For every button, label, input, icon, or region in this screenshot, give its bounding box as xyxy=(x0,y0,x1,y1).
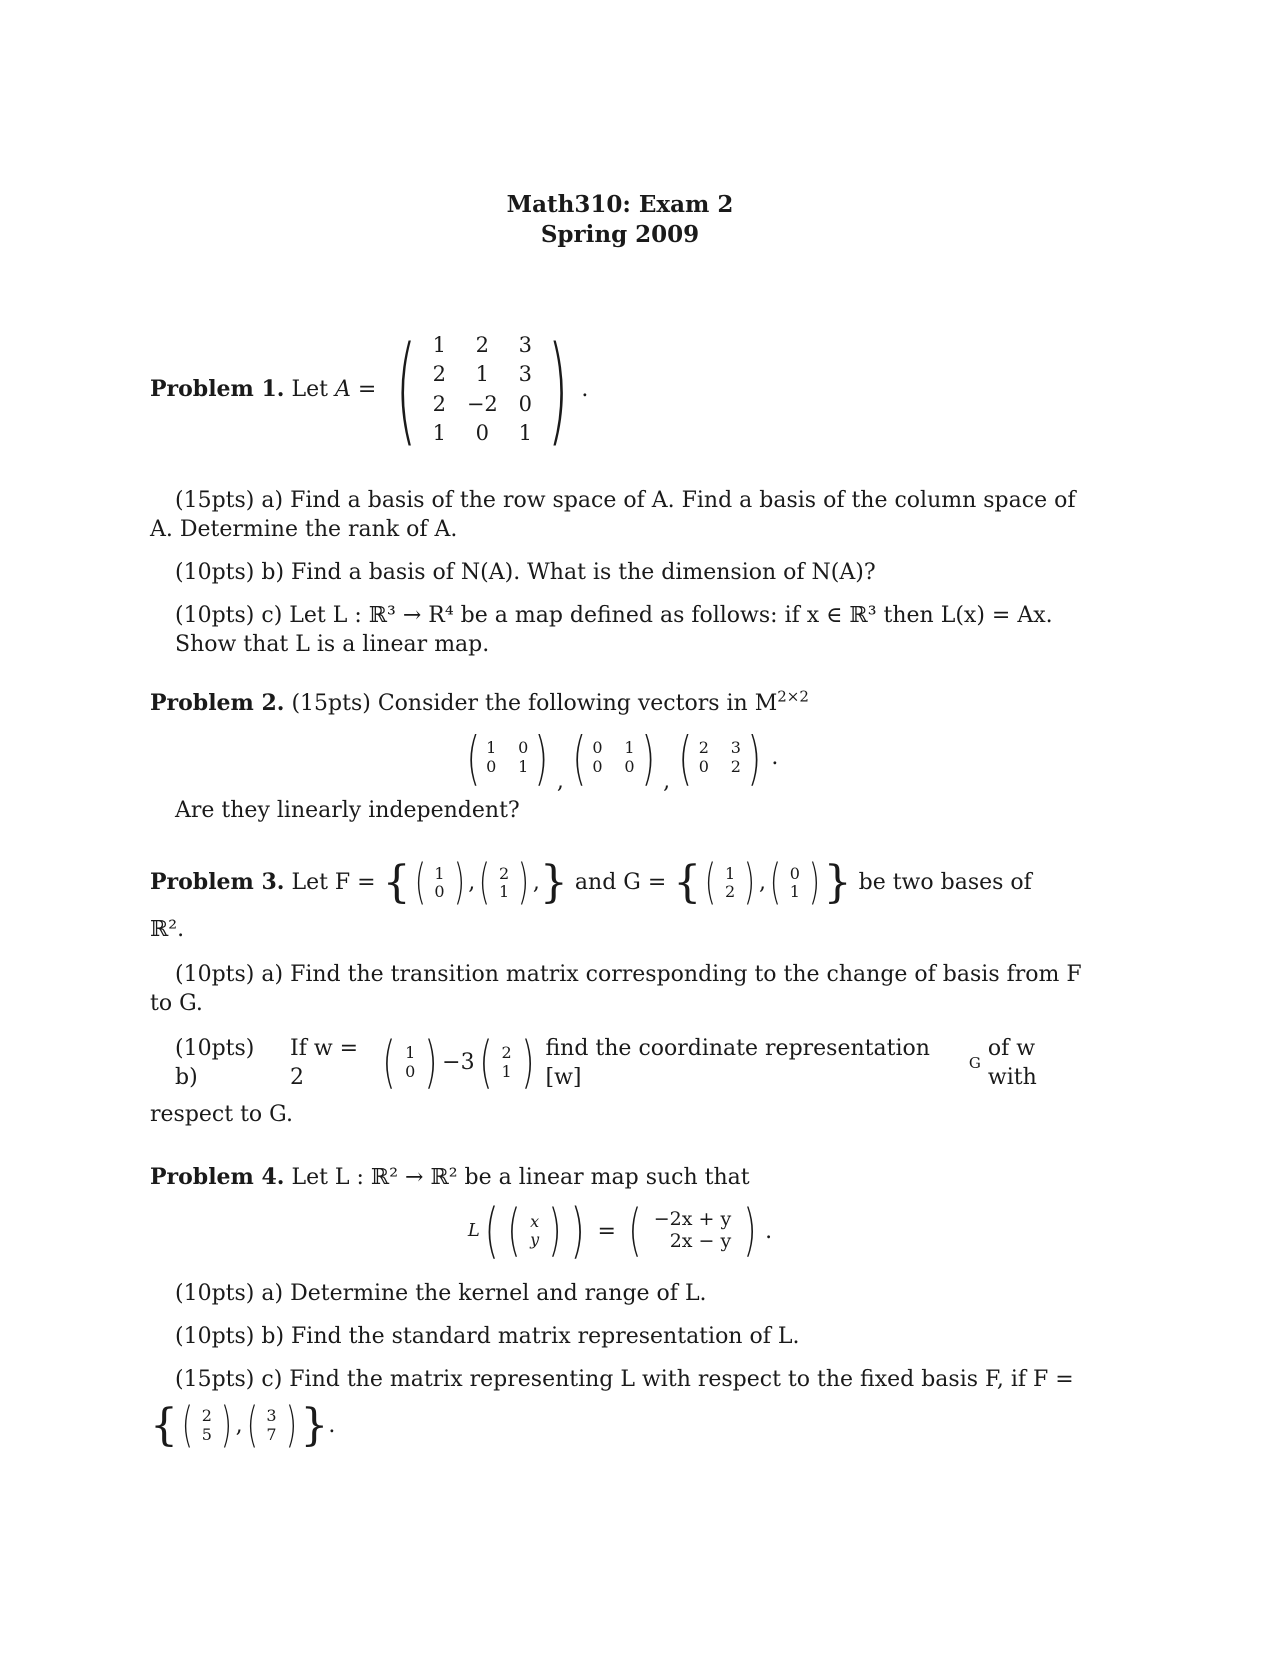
exam-title xyxy=(150,190,1090,250)
p1c-pts: (10pts) c) xyxy=(175,602,283,628)
p3a-text: Find the transition matrix corresponding to the change of basis from F to G. xyxy=(150,961,1082,1016)
matrix-entry: 0 xyxy=(698,756,709,776)
matrix-entry: 1 xyxy=(432,420,446,445)
problem-4c xyxy=(150,1365,1090,1394)
problem-3a xyxy=(150,960,1090,1018)
matrix-A-entries xyxy=(429,332,535,447)
p2-matrix-2-entries xyxy=(591,740,637,776)
matrix-entry: 3 xyxy=(518,333,532,358)
p3b-tail: find the coordinate representation [w] xyxy=(545,1035,930,1090)
problem-3b: (10pts) b) If w = 2 ( 1 0 ) −3 ( 2 1 ) find the coordinate representation [w] G of w with xyxy=(150,1026,1090,1100)
problem-4-label: Problem 4. xyxy=(150,1163,285,1190)
matrix-entry: 2 xyxy=(432,391,446,416)
p3b-vector-2 xyxy=(496,1044,516,1081)
p3-G-vector-2 xyxy=(785,865,805,902)
p4-output-vector xyxy=(646,1209,739,1253)
matrix-entry: 0 xyxy=(624,756,635,776)
matrix-entry: 0 xyxy=(475,420,489,445)
vector-entry: 0 xyxy=(789,863,800,883)
matrix-entry: 0 xyxy=(486,756,497,776)
p1-lead: Let xyxy=(291,377,328,403)
p2-matrix-3-entries xyxy=(697,740,743,776)
problem-1-statement xyxy=(150,312,1090,468)
p2-matrix-1-entries xyxy=(484,740,530,776)
p1b-pts: (10pts) b) xyxy=(175,559,285,585)
problem-4a xyxy=(150,1279,1090,1308)
p3-lead: Let F = xyxy=(291,870,376,896)
vector-entry: 1 xyxy=(434,863,445,883)
matrix-entry: 2 xyxy=(475,333,489,358)
p4a-text: Determine the kernel and range of L. xyxy=(290,1280,707,1306)
p3b-tail2: of w with xyxy=(987,1035,1037,1090)
p1a-text: Find a basis of the row space of A. Find a basis of the column space of A. Determine the rank of A. xyxy=(150,487,1076,542)
p4b-text: Find the standard matrix representation of L. xyxy=(291,1323,800,1349)
p2-question: Are they linearly independent? xyxy=(175,798,520,824)
p1-eq: = xyxy=(357,377,377,403)
problem-1-label: Problem 1. xyxy=(150,376,285,403)
p1a-pts: (15pts) a) xyxy=(175,487,284,513)
vector-entry: 2 xyxy=(499,863,510,883)
matrix-entry: 1 xyxy=(432,333,446,358)
p3-F-vector-1 xyxy=(429,865,449,902)
vector-entry: 7 xyxy=(266,1424,277,1444)
matrix-entry: 0 xyxy=(592,756,603,776)
p4b-pts: (10pts) b) xyxy=(175,1323,285,1349)
p3b-end: respect to G. xyxy=(150,1101,293,1127)
p3-space: ℝ². xyxy=(150,916,185,942)
problem-4b xyxy=(150,1322,1090,1351)
p3-tail: be two bases of xyxy=(858,870,1032,896)
p3b-mid: −3 xyxy=(442,1050,475,1076)
vector-entry: 1 xyxy=(405,1043,416,1063)
p2-matrix-2: ( 0 1 0 0 ) xyxy=(572,723,655,792)
p4c-pts: (15pts) c) xyxy=(175,1366,283,1392)
p2-matrices: ( 1 0 0 1 ) , ( 0 1 0 0 ) , ( 2 3 0 2 ) . xyxy=(150,720,1090,797)
problem-1a xyxy=(150,486,1090,544)
problem-4-statement xyxy=(150,1163,1090,1192)
matrix-entry: 3 xyxy=(518,362,532,387)
p4a-pts: (10pts) a) xyxy=(175,1280,284,1306)
p2-matrix-3: ( 2 3 0 2 ) xyxy=(678,723,761,792)
problem-2-label: Problem 2. xyxy=(150,689,285,716)
p4-text: Let L : ℝ² → ℝ² be a linear map such that xyxy=(291,1164,750,1190)
matrix-entry: −2 xyxy=(466,391,498,416)
vector-entry: 5 xyxy=(201,1424,212,1444)
matrix-entry: 1 xyxy=(518,420,532,445)
exam-page xyxy=(150,190,1090,1457)
vector-entry: 2 xyxy=(501,1043,512,1063)
p4-L: L xyxy=(467,1220,480,1242)
matrix-entry: 2 xyxy=(698,738,709,758)
p4-input-vector xyxy=(525,1213,544,1250)
p1b-text: Find a basis of N(A). What is the dimension of N(A)? xyxy=(291,559,876,585)
title-line1: Math310: Exam 2 xyxy=(506,191,734,218)
problem-1b xyxy=(150,558,1090,587)
vector-entry: 2 xyxy=(201,1406,212,1426)
p1-var: A xyxy=(334,377,351,403)
p2-sup: 2×2 xyxy=(777,687,809,706)
vector-entry: 1 xyxy=(725,863,736,883)
matrix-entry: 2 xyxy=(730,756,741,776)
problem-3-label: Problem 3. xyxy=(150,869,285,896)
matrix-entry: 1 xyxy=(624,738,635,758)
vector-entry: 2x − y xyxy=(669,1230,732,1253)
matrix-A: ( 1 2 3 2 1 3 2 −2 0 1 0 1 ) xyxy=(395,319,569,458)
p4c-basis: { ( 2 5 ) , ( 3 7 ) } . xyxy=(150,1397,336,1453)
p1-end: . xyxy=(581,377,589,403)
vector-entry: 2 xyxy=(725,881,736,901)
p4-F-vector-2 xyxy=(261,1407,281,1444)
vector-entry: 1 xyxy=(789,881,800,901)
matrix-entry: 2 xyxy=(432,362,446,387)
matrix-entry: 1 xyxy=(518,756,529,776)
matrix-entry: 3 xyxy=(730,738,741,758)
matrix-entry: 1 xyxy=(486,738,497,758)
problem-2-statement xyxy=(150,689,1090,718)
p3-G-vector-1 xyxy=(720,865,740,902)
p2-text: (15pts) Consider the following vectors in M xyxy=(291,690,778,716)
p1c-text: Let L : ℝ³ → R⁴ be a map defined as follows: if x ∈ ℝ³ then L(x) = Ax. Show that L is a linear map. xyxy=(175,602,1053,657)
p2-matrix-1: ( 1 0 0 1 ) xyxy=(466,723,549,792)
vector-entry: 1 xyxy=(499,881,510,901)
vector-entry: 1 xyxy=(501,1061,512,1081)
vector-entry: x xyxy=(530,1211,540,1231)
vector-entry: y xyxy=(530,1230,540,1250)
matrix-entry: 1 xyxy=(475,362,489,387)
title-line2: Spring 2009 xyxy=(540,220,700,248)
p3a-pts: (10pts) a) xyxy=(175,961,284,987)
vector-entry: 3 xyxy=(266,1406,277,1426)
problem-1c xyxy=(150,601,1090,659)
problem-3-statement: Problem 3. Let F = { ( 1 0 ) , ( 2 1 ) , } and G = { ( 1 2 ) , ( 0 1 ) } be two bases of xyxy=(150,854,1032,911)
p3b-vector-1 xyxy=(400,1044,420,1081)
vector-entry: 0 xyxy=(434,881,445,901)
p3b-lead: If w = 2 xyxy=(290,1035,359,1090)
p4-definition: L ( ( x y ) ) = ( −2x + y 2x − y ) . xyxy=(467,1195,773,1266)
vector-entry: 0 xyxy=(405,1061,416,1081)
p3b-pts: (10pts) b) xyxy=(175,1035,255,1090)
matrix-entry: 0 xyxy=(592,738,603,758)
p3-mid: and G = xyxy=(574,870,667,896)
vector-entry: −2x + y xyxy=(653,1208,732,1231)
p4c-text: Find the matrix representing L with respect to the fixed basis F, if F = xyxy=(289,1366,1074,1392)
p3-F-vector-2 xyxy=(494,865,514,902)
matrix-entry: 0 xyxy=(518,738,529,758)
p4-F-vector-1 xyxy=(197,1407,217,1444)
matrix-entry: 0 xyxy=(518,391,532,416)
